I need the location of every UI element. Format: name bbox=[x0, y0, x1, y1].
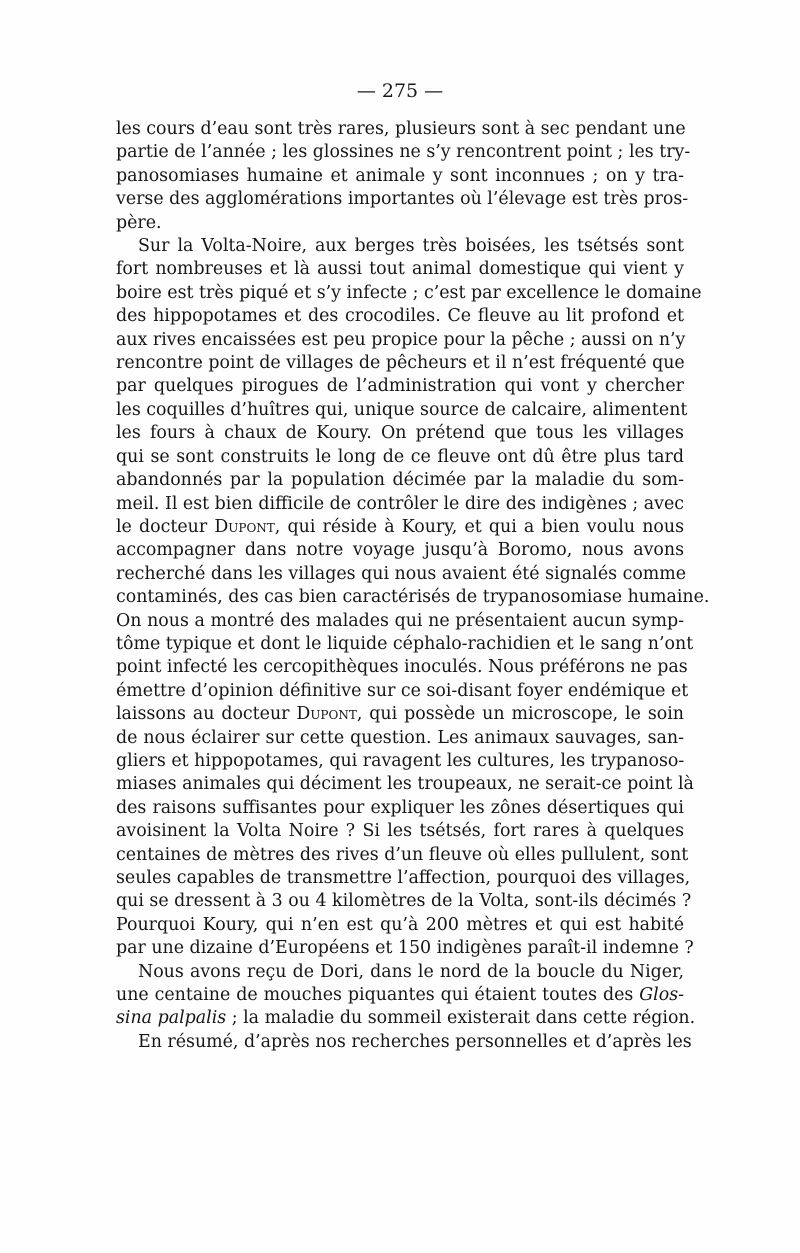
text-line: seules capables de transmettre l’affection, pourquoi des villages, bbox=[116, 868, 691, 888]
text-line: Nous avons reçu de Dori, dans le nord de la boucle du Niger, bbox=[138, 961, 684, 982]
text-line: sina palpalis ; la maladie du sommeil existerait dans cette région. bbox=[116, 1008, 696, 1029]
text-line: les cours d’eau sont très rares, plusieurs sont à sec pendant une bbox=[116, 119, 686, 139]
text-line: une centaine de mouches piquantes qui étaient toutes des Glos- bbox=[116, 985, 684, 1006]
text-line: En résumé, d’après nos recherches personnelles et d’après les bbox=[138, 1031, 692, 1052]
text-line: verse des agglomérations importantes où l’élevage est très pros- bbox=[116, 189, 689, 210]
text-line: point infecté les cercopithèques inoculés. Nous préférons ne pas bbox=[116, 657, 688, 678]
italic-term: sina palpalis bbox=[116, 1008, 227, 1029]
page-number: — 275 — bbox=[356, 80, 444, 102]
italic-term: Glos- bbox=[639, 985, 684, 1006]
text-line: les fours à chaux de Koury. On prétend que tous les villages bbox=[116, 423, 684, 444]
text-line: partie de l’année ; les glossines ne s’y rencontrent point ; les try- bbox=[116, 142, 691, 163]
text-line: panosomiases humaine et animale y sont inconnues ; on y tra- bbox=[116, 165, 684, 186]
text-line: boire est très piqué et s’y infecte ; c’est par excellence le domaine bbox=[116, 282, 702, 303]
text-line: laissons au docteur Dupont, qui possède un microscope, le soin bbox=[116, 704, 684, 725]
text-line: avoisinent la Volta Noire ? Si les tsétsés, fort rares à quelques bbox=[116, 821, 684, 842]
text-line: accompagner dans notre voyage jusqu’à Boromo, nous avons bbox=[116, 540, 684, 561]
text-line: qui se dressent à 3 ou 4 kilomètres de la Volta, sont-ils décimés ? bbox=[116, 891, 692, 912]
proper-name: Dupont bbox=[296, 704, 357, 725]
text-line: fort nombreuses et là aussi tout animal domestique qui vient y bbox=[116, 259, 684, 280]
text-line: recherché dans les villages qui nous avaient été signalés comme bbox=[116, 563, 687, 584]
text-line: qui se sont construits le long de ce fleuve ont dû être plus tard bbox=[116, 446, 684, 467]
body-text bbox=[116, 118, 710, 1054]
text-line: miases animales qui déciment les troupeaux, ne serait-ce point là bbox=[116, 774, 694, 795]
text-line: le docteur Dupont, qui réside à Koury, et qui a bien voulu nous bbox=[116, 516, 685, 537]
text-line: père. bbox=[116, 212, 162, 233]
text-line: de nous éclairer sur cette question. Les animaux sauvages, san- bbox=[116, 727, 684, 748]
text-line: contaminés, des cas bien caractérisés de trypanosomiase humaine. bbox=[116, 587, 710, 608]
text-line: gliers et hippopotames, qui ravagent les cultures, les trypanoso- bbox=[116, 750, 685, 771]
text-line: Pourquoi Koury, qui n’en est qu’à 200 mètres et qui est habité bbox=[116, 914, 684, 935]
text-line: aux rives encaissées est peu propice pour la pêche ; aussi on n’y bbox=[116, 329, 686, 350]
text-line: des raisons suffisantes pour expliquer les zônes désertiques qui bbox=[116, 797, 684, 818]
text-line: des hippopotames et des crocodiles. Ce fleuve au lit profond et bbox=[116, 306, 684, 327]
text-line: émettre d’opinion définitive sur ce soi-disant foyer endémique et bbox=[116, 680, 689, 701]
text-line: tôme typique et dont le liquide céphalo-rachidien et le sang n’ont bbox=[116, 633, 694, 654]
text-line: meil. Il est bien difficile de contrôler le dire des indigènes ; avec bbox=[116, 493, 685, 514]
text-line: centaines de mètres des rives d’un fleuve où elles pullulent, sont bbox=[116, 844, 689, 865]
text-line: rencontre point de villages de pêcheurs et il n’est fréquenté que bbox=[116, 353, 685, 374]
text-line: par quelques pirogues de l’administration qui vont y chercher bbox=[116, 376, 684, 397]
text-line: abandonnés par la population décimée par la maladie du som- bbox=[116, 470, 684, 491]
text-line: On nous a montré des malades qui ne présentaient aucun symp- bbox=[116, 610, 684, 631]
text-line: par une dizaine d’Européens et 150 indigènes paraît-il indemne ? bbox=[116, 938, 694, 959]
proper-name: Dupont bbox=[214, 516, 275, 537]
text-line: Sur la Volta-Noire, aux berges très boisées, les tsétsés sont bbox=[138, 236, 684, 257]
text-line: les coquilles d’huîtres qui, unique source de calcaire, alimentent bbox=[116, 399, 688, 420]
